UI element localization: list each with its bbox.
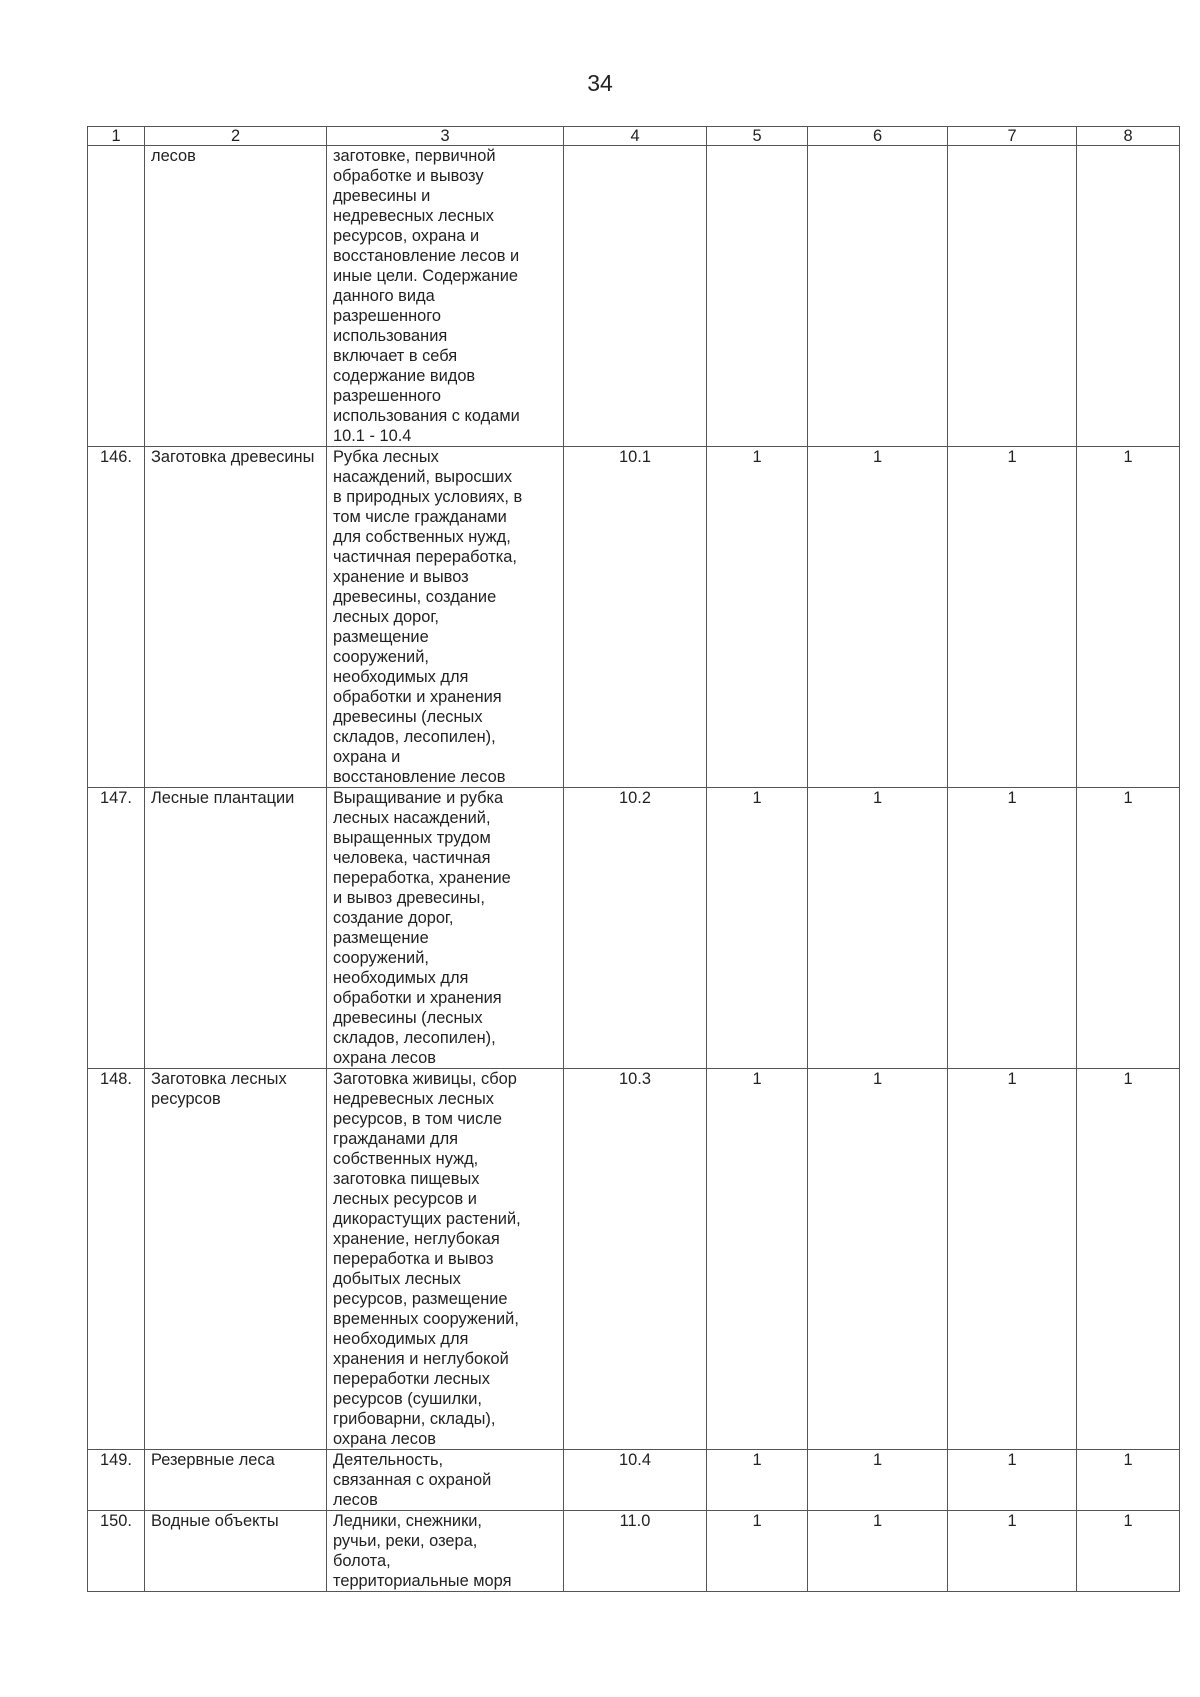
row-name-cell: Заготовка древесины bbox=[145, 447, 327, 788]
description-line: территориальные моря bbox=[333, 1572, 512, 1590]
row-description-cell bbox=[327, 146, 564, 447]
row-col5-cell: 1 bbox=[707, 788, 808, 1069]
description-line: и вывоз древесины, bbox=[333, 889, 485, 907]
row-col8-cell: 1 bbox=[1077, 1069, 1180, 1450]
description-line: Заготовка живицы, сбор bbox=[333, 1070, 517, 1088]
row-description-cell bbox=[327, 1450, 564, 1511]
description-line: хранения и неглубокой bbox=[333, 1350, 509, 1368]
row-code-cell: 10.4 bbox=[564, 1450, 707, 1511]
table-row-continuation bbox=[88, 146, 1180, 447]
row-col6-cell: 1 bbox=[808, 788, 948, 1069]
row-col6-cell: 1 bbox=[808, 1069, 948, 1450]
row-name-cell: Лесные плантации bbox=[145, 788, 327, 1069]
description-line: переработка и вывоз bbox=[333, 1250, 494, 1268]
header-cell: 2 bbox=[145, 127, 327, 146]
description-line: заготовка пищевых bbox=[333, 1170, 480, 1188]
row-code-cell bbox=[564, 146, 707, 447]
row-col8-cell: 1 bbox=[1077, 447, 1180, 788]
description-line: переработки лесных bbox=[333, 1370, 490, 1388]
header-cell: 1 bbox=[88, 127, 145, 146]
row-col6-cell bbox=[808, 146, 948, 447]
description-line: недревесных лесных bbox=[333, 1090, 494, 1108]
description-line: переработка, хранение bbox=[333, 869, 511, 887]
row-name-cell: Водные объекты bbox=[145, 1511, 327, 1592]
row-col7-cell: 1 bbox=[948, 1069, 1077, 1450]
description-line: складов, лесопилен), bbox=[333, 728, 496, 746]
row-code-cell: 10.1 bbox=[564, 447, 707, 788]
row-description-cell bbox=[327, 1069, 564, 1450]
description-line: обработки и хранения bbox=[333, 688, 502, 706]
description-line: создание дорог, bbox=[333, 909, 454, 927]
row-number-cell: 146. bbox=[88, 447, 145, 788]
description-line: разрешенного bbox=[333, 387, 442, 405]
description-line: связанная с охраной bbox=[333, 1471, 492, 1489]
description-line: Деятельность, bbox=[333, 1451, 444, 1469]
header-cell: 7 bbox=[948, 127, 1077, 146]
description-line: дикорастущих растений, bbox=[333, 1210, 521, 1228]
description-line: древесины (лесных bbox=[333, 1009, 483, 1027]
description-line: в природных условиях, в bbox=[333, 488, 523, 506]
description-line: использования bbox=[333, 327, 448, 345]
description-line: Рубка лесных bbox=[333, 448, 439, 466]
description-line: хранение и вывоз bbox=[333, 568, 469, 586]
row-col5-cell bbox=[707, 146, 808, 447]
description-line: использования с кодами bbox=[333, 407, 520, 425]
description-line: лесных дорог, bbox=[333, 608, 439, 626]
description-line: содержание видов bbox=[333, 367, 476, 385]
row-col8-cell: 1 bbox=[1077, 1511, 1180, 1592]
row-description-cell bbox=[327, 788, 564, 1069]
header-cell: 3 bbox=[327, 127, 564, 146]
description-line: для собственных нужд, bbox=[333, 528, 511, 546]
row-col8-cell bbox=[1077, 146, 1180, 447]
description-line: сооружений, bbox=[333, 648, 429, 666]
description-line: охрана лесов bbox=[333, 1430, 436, 1448]
row-name-cell: лесов bbox=[145, 146, 327, 447]
description-line: охрана лесов bbox=[333, 1049, 436, 1067]
description-line: размещение bbox=[333, 628, 429, 646]
description-line: охрана и bbox=[333, 748, 401, 766]
description-line: хранение, неглубокая bbox=[333, 1230, 500, 1248]
description-line: том числе гражданами bbox=[333, 508, 507, 526]
description-line: разрешенного bbox=[333, 307, 442, 325]
description-line: включает в себя bbox=[333, 347, 458, 365]
row-code-cell: 11.0 bbox=[564, 1511, 707, 1592]
description-line: сооружений, bbox=[333, 949, 429, 967]
header-cell: 4 bbox=[564, 127, 707, 146]
description-line: недревесных лесных bbox=[333, 207, 494, 225]
description-line: Выращивание и рубка bbox=[333, 789, 504, 807]
description-line: добытых лесных bbox=[333, 1270, 461, 1288]
description-line: обработки и хранения bbox=[333, 989, 502, 1007]
header-cell: 5 bbox=[707, 127, 808, 146]
description-line: заготовке, первичной bbox=[333, 147, 496, 165]
description-line: временных сооружений, bbox=[333, 1310, 519, 1328]
row-col7-cell: 1 bbox=[948, 788, 1077, 1069]
description-line: насаждений, выросших bbox=[333, 468, 513, 486]
description-line: древесины, создание bbox=[333, 588, 497, 606]
description-line: 10.1 - 10.4 bbox=[333, 427, 412, 445]
description-line: древесины и bbox=[333, 187, 431, 205]
description-line: гражданами для bbox=[333, 1130, 459, 1148]
description-line: лесов bbox=[333, 1491, 378, 1509]
row-col7-cell: 1 bbox=[948, 447, 1077, 788]
row-number-cell: 149. bbox=[88, 1450, 145, 1511]
row-col7-cell: 1 bbox=[948, 1511, 1077, 1592]
description-line: ресурсов (сушилки, bbox=[333, 1390, 482, 1408]
description-line: ресурсов, охрана и bbox=[333, 227, 480, 245]
description-line: необходимых для bbox=[333, 668, 469, 686]
description-line: ресурсов, размещение bbox=[333, 1290, 508, 1308]
page-number: 34 bbox=[587, 70, 613, 96]
row-col6-cell: 1 bbox=[808, 1511, 948, 1592]
row-number-cell: 148. bbox=[88, 1069, 145, 1450]
row-name-cell: Резервные леса bbox=[145, 1450, 327, 1511]
description-line: частичная переработка, bbox=[333, 548, 517, 566]
row-name-cell: Заготовка лесных ресурсов bbox=[145, 1069, 327, 1450]
description-line: данного вида bbox=[333, 287, 435, 305]
table-row bbox=[88, 1511, 1180, 1592]
row-col5-cell: 1 bbox=[707, 1450, 808, 1511]
row-col8-cell: 1 bbox=[1077, 788, 1180, 1069]
description-line: грибоварни, склады), bbox=[333, 1410, 496, 1428]
row-col8-cell: 1 bbox=[1077, 1450, 1180, 1511]
table-row bbox=[88, 1450, 1180, 1511]
row-col5-cell: 1 bbox=[707, 1069, 808, 1450]
description-line: ручьи, реки, озера, bbox=[333, 1532, 478, 1550]
description-line: обработке и вывозу bbox=[333, 167, 484, 185]
description-line: складов, лесопилен), bbox=[333, 1029, 496, 1047]
table-row bbox=[88, 447, 1180, 788]
table-row bbox=[88, 1069, 1180, 1450]
row-col5-cell: 1 bbox=[707, 1511, 808, 1592]
header-cell: 8 bbox=[1077, 127, 1180, 146]
header-cell: 6 bbox=[808, 127, 948, 146]
row-code-cell: 10.3 bbox=[564, 1069, 707, 1450]
row-col6-cell: 1 bbox=[808, 1450, 948, 1511]
row-col7-cell bbox=[948, 146, 1077, 447]
description-line: выращенных трудом bbox=[333, 829, 491, 847]
description-line: ресурсов, в том числе bbox=[333, 1110, 502, 1128]
description-line: восстановление лесов bbox=[333, 768, 506, 786]
description-line: необходимых для bbox=[333, 1330, 469, 1348]
description-line: восстановление лесов и bbox=[333, 247, 520, 265]
row-description-cell bbox=[327, 447, 564, 788]
description-line: Ледники, снежники, bbox=[333, 1512, 482, 1530]
description-line: иные цели. Содержание bbox=[333, 267, 519, 285]
row-number-cell: 147. bbox=[88, 788, 145, 1069]
row-col7-cell: 1 bbox=[948, 1450, 1077, 1511]
table-row bbox=[88, 788, 1180, 1069]
description-line: болота, bbox=[333, 1552, 391, 1570]
row-col6-cell: 1 bbox=[808, 447, 948, 788]
row-description-cell bbox=[327, 1511, 564, 1592]
description-line: лесных ресурсов и bbox=[333, 1190, 477, 1208]
description-line: человека, частичная bbox=[333, 849, 491, 867]
description-line: размещение bbox=[333, 929, 429, 947]
header-row bbox=[88, 127, 1180, 146]
description-line: лесных насаждений, bbox=[333, 809, 491, 827]
land-use-table bbox=[87, 126, 1180, 1592]
row-number-cell bbox=[88, 146, 145, 447]
row-col5-cell: 1 bbox=[707, 447, 808, 788]
description-line: собственных нужд, bbox=[333, 1150, 479, 1168]
row-number-cell: 150. bbox=[88, 1511, 145, 1592]
description-line: древесины (лесных bbox=[333, 708, 483, 726]
row-code-cell: 10.2 bbox=[564, 788, 707, 1069]
description-line: необходимых для bbox=[333, 969, 469, 987]
